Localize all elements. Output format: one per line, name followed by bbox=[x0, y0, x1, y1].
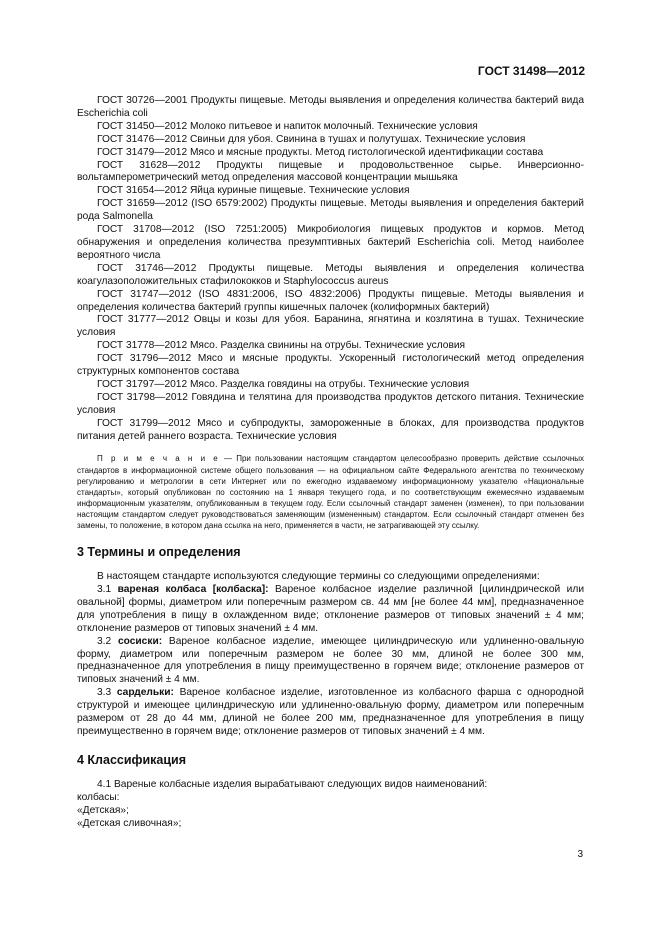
section-intro: В настоящем стандарте используются следующие термины со следующими определениями: bbox=[97, 571, 540, 583]
note-label: П р и м е ч а н и е bbox=[97, 454, 220, 464]
reference-item: ГОСТ 31777—2012 Овцы и козы для убоя. Баранина, ягнятина и козлятина в тушах. Технические условия bbox=[77, 314, 584, 339]
reference-item: ГОСТ 31778—2012 Мясо. Разделка свинины на отрубы. Технические условия bbox=[97, 340, 466, 352]
term-definition bbox=[77, 584, 584, 636]
reference-item: ГОСТ 31479—2012 Мясо и мясные продукты. Метод гистологической идентификации состава bbox=[97, 146, 544, 158]
term-text: Вареное колбасное изделие, имеющее цилиндрическую или удлиненно-овальную форму, диаметром или поперечным размером не более 30 мм, длиной не более 300 мм, предназначенное для употребления в пищу преимущественно в горячем виде; отклонение размеров от типовых значений ± 4 мм. bbox=[77, 635, 584, 686]
note-text: — При пользовании настоящим стандартом целесообразно проверить действие ссылочных стандартов в информационной системе общего пользования — на официальном сайте Федерального агентства по техническому регулированию и метрологии в сети Интернет или по ежегодно издаваемому информационному указателю «Национальные стандарты», который опубликован по состоянию на 1 января текущего года, и по соответствующим ежемесячно издаваемым информационным указателям, опубликованным в текущем году. Если ссылочный стандарт заменен (изменен), то при пользовании настоящим стандартом следует руководствоваться заменяющим (измененным) стандартом. Если ссылочный стандарт отменен без замены, то положение, в котором дана ссылка на него, применяется в части, не затрагивающей эту ссылку. bbox=[77, 454, 584, 531]
reference-item: ГОСТ 31747—2012 (ISO 4831:2006, ISO 4832:2006) Продукты пищевые. Методы выявления и определения количества бактерий группы кишечных палочек (колиформных бактерий) bbox=[77, 288, 584, 313]
reference-item: ГОСТ 31476—2012 Свиньи для убоя. Свинина в тушах и полутушах. Технические условия bbox=[97, 133, 526, 145]
reference-item: ГОСТ 31659—2012 (ISO 6579:2002) Продукты пищевые. Методы выявления и определения бактерий рода Salmonella bbox=[77, 198, 584, 223]
term-number: 3.2 bbox=[97, 635, 118, 647]
reference-item: ГОСТ 31796—2012 Мясо и мясные продукты. Ускоренный гистологический метод определения структурных компонентов состава bbox=[77, 353, 584, 378]
reference-item: ГОСТ 31797—2012 Мясо. Разделка говядины на отрубы. Технические условия bbox=[97, 378, 470, 390]
list-line: «Детская сливочная»; bbox=[77, 817, 182, 829]
section-intro: 4.1 Вареные колбасные изделия вырабатывают следующих видов наименований: bbox=[97, 778, 488, 790]
section-title: 3 Термины и определения bbox=[77, 545, 241, 560]
standard-code-header: ГОСТ 31498—2012 bbox=[477, 64, 585, 78]
term-name: сардельки: bbox=[116, 687, 174, 699]
section-classification bbox=[77, 753, 584, 831]
term-name: вареная колбаса [колбаска]: bbox=[117, 584, 269, 596]
reference-item: ГОСТ 31746—2012 Продукты пищевые. Методы выявления и определения количества коагулазоположительных стафилококков и Staphylococcus aureus bbox=[77, 262, 584, 287]
section-terms bbox=[77, 545, 584, 739]
term-number: 3.1 bbox=[97, 584, 118, 596]
reference-item: ГОСТ 31450—2012 Молоко питьевое и напиток молочный. Технические условия bbox=[97, 120, 478, 132]
list-line: «Детская»; bbox=[77, 804, 129, 816]
term-text: Вареное колбасное изделие, изготовленное из колбасного фарша с однородной структурой и имеющее цилиндрическую или удлиненно-овальную форму, диаметром или поперечным размером от 28 до 44 мм, длиной не более 200 мм, предназначенное для употребления в пищу преимущественно в горячем виде; отклонение размеров от типовых значений ± 4 мм. bbox=[77, 687, 584, 737]
reference-item: ГОСТ 31708—2012 (ISO 7251:2005) Микробиология пищевых продуктов и кормов. Метод обнаружения и определения количества презумптивных бактерий Escherichia coli. Метод наиболее вероятного числа bbox=[77, 224, 584, 261]
section-title: 4 Классификация bbox=[77, 752, 187, 767]
document-body bbox=[77, 95, 584, 831]
term-number: 3.3 bbox=[97, 687, 117, 699]
page-number: 3 bbox=[577, 849, 583, 860]
term-text: Вареное колбасное изделие различной [цилиндрической или овальной] формы, диаметром или поперечным размером св. 44 мм [не более 44 мм], предназначенное для употребления в пищу в охлажденном виде; отклонение размеров от типовых значений ± 4 мм; отклонение размеров от типовых значений ± 4 мм. bbox=[77, 584, 585, 634]
reference-item: ГОСТ 30726—2001 Продукты пищевые. Методы выявления и определения количества бактерий вида Escherichia coli bbox=[77, 95, 584, 119]
reference-item: ГОСТ 31798—2012 Говядина и телятина для производства продуктов детского питания. Технические условия bbox=[77, 391, 584, 416]
list-line: колбасы: bbox=[77, 791, 120, 803]
normative-references-list bbox=[77, 95, 584, 443]
term-definition bbox=[77, 636, 584, 688]
term-definition bbox=[77, 687, 584, 739]
reference-item: ГОСТ 31628—2012 Продукты пищевые и продовольственное сырье. Инверсионно-вольтамперометрический метод определения массовой концентрации мышьяка bbox=[77, 159, 584, 184]
reference-item: ГОСТ 31799—2012 Мясо и субпродукты, замороженные в блоках, для производства продуктов питания детей раннего возраста. Технические условия bbox=[77, 417, 584, 442]
reference-item: ГОСТ 31654—2012 Яйца куриные пищевые. Технические условия bbox=[97, 185, 410, 197]
term-name: сосиски: bbox=[118, 635, 163, 647]
note-paragraph bbox=[77, 453, 584, 531]
